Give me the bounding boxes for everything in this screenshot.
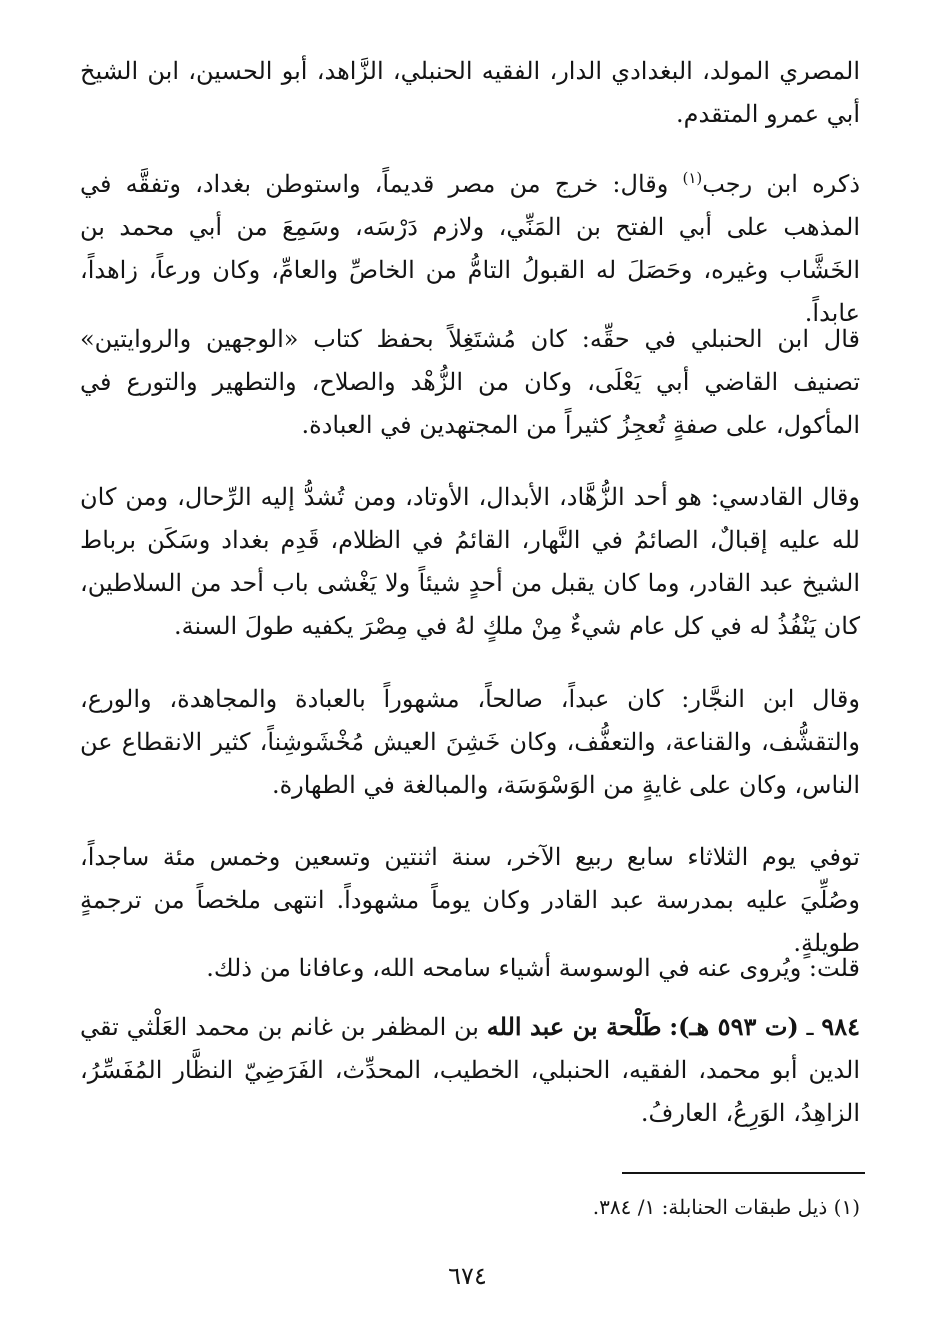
entry-description: بن المظفر بن غانم بن محمد العَلْثي تقي الدين أبو محمد، الفقيه، الحنبلي، الخطيب، المحدِّث، الفَرَضِيّ النظَّار المُفَسِّرُ، الزاهِدُ، الوَرِعُ، العارفُ. — [80, 1013, 860, 1127]
paragraph-author-note: قلت: ويُروى عنه في الوسوسة أشياء سامحه الله، وعافانا من ذلك. — [206, 954, 860, 982]
paragraph-al-qadisi: وقال القادسي: هو أحد الزُّهَّاد، الأبدال، الأوتاد، ومن تُشدُّ إليه الرِّحال، ومن كان لله عليه إقبالٌ، الصائمُ في النَّهار، القائمُ في الظلام، قَدِم بغداد وسَكَن برباط الشيخ عبد القادر، وما كان يقبل من أحدٍ شيئاً ولا يَغْشى باب أحد من السلاطين، كان يَنْفُذُ له في كل عام شيءٌ مِنْ ملكٍ لهُ في مِصْرَ يكفيه طولَ السنة. — [80, 483, 860, 640]
paragraph-ibn-al-hanbali: قال ابن الحنبلي في حقِّه: كان مُشتَغِلاً بحفظ كتاب «الوجهين والروايتين» تصنيف القاضي أبي يَعْلَى، وكان من الزُّهْد والصلاح، والتطهير والتورع في المأكول، على صفةٍ تُعجِزُ كثيراً من المجتهدين في العبادة. — [80, 325, 860, 439]
biography-entry — [80, 1005, 860, 1135]
paragraph-death: توفي يوم الثلاثاء سابع ربيع الآخر، سنة اثنتين وتسعين وخمس مئة ساجداً، وصُلِّيَ عليه بمدرسة عبد القادر وكان يوماً مشهوداً. انتهى ملخصاً من ترجمةٍ طويلةٍ. — [80, 843, 860, 957]
paragraph-ibn-rajab-body: وقال: خرج من مصر قديماً، واستوطن بغداد، وتفقَّه في المذهب على أبي الفتح بن المَنِّي، ولازم دَرْسَه، وسَمِعَ من أبي محمد بن الخَشَّاب وغيره، وحَصَلَ له القبولُ التامُّ من الخاصِّ والعامِّ، وكان ورعاً، زاهداً، عابداً. — [80, 170, 860, 327]
footnote-reference[interactable]: (١) — [682, 169, 703, 187]
footnote-separator — [622, 1172, 865, 1174]
page-number: ٦٧٤ — [448, 1262, 487, 1290]
entry-number: ٩٨٤ — [821, 1012, 860, 1041]
paragraph-ibn-al-najjar: وقال ابن النجَّار: كان عبداً، صالحاً، مشهوراً بالعبادة والمجاهدة، والورع، والتقشُّف، والقناعة، والتعفُّف، وكان خَشِنَ العيش مُخْشَوشِناً، كثير الانقطاع عن الناس، وكان على غايةٍ من الوَسْوَسَة، والمبالغة في الطهارة. — [80, 685, 860, 799]
paragraph-intro: المصري المولد، البغدادي الدار، الفقيه الحنبلي، الزَّاهد، أبو الحسين، ابن الشيخ أبي عمرو المتقدم. — [80, 57, 860, 128]
paragraph-ibn-rajab — [80, 163, 860, 335]
entry-death-date: (ت ٥٩٣ هـ): — [669, 1012, 799, 1041]
entry-dash: ـ — [798, 1013, 822, 1041]
footnote: (١) ذيل طبقات الحنابلة: ١/ ٣٨٤. — [592, 1195, 860, 1219]
paragraph-ibn-rajab-lead: ذكره ابن رجب — [702, 170, 860, 198]
entry-name: طَلْحة بن عبد الله — [486, 1012, 662, 1041]
